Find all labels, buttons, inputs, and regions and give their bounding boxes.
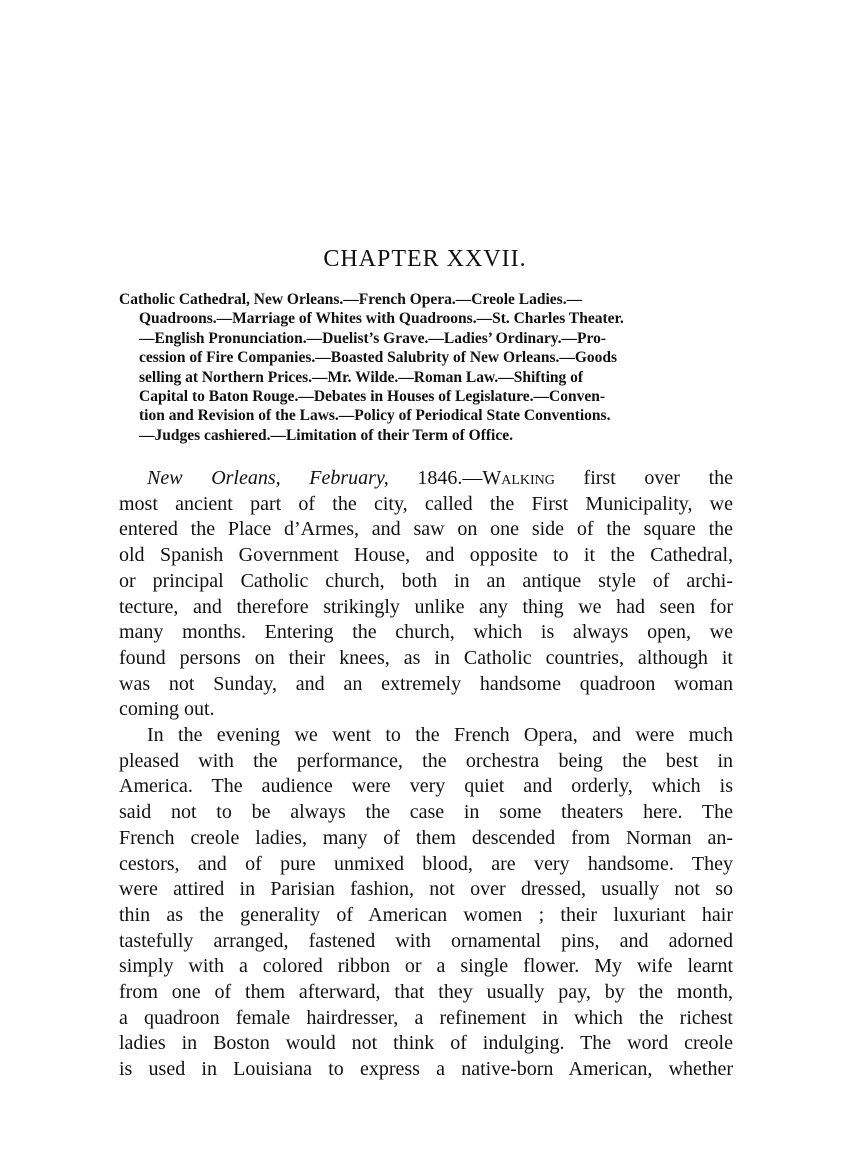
summary-line: selling at Northern Prices.—Mr. Wilde.—Roman Law.—Shifting of [139,368,584,386]
dateline-year: 1846.— [417,467,483,489]
text-line: pleased with the performance, the orchestra being the best in [119,749,733,772]
summary-line: Capital to Baton Rouge.—Debates in Houses of Legislature.—Conven- [139,388,606,406]
chapter-summary [119,290,731,445]
text-line: cestors, and of pure unmixed blood, are very handsome. They [119,852,733,875]
first-line-rest: first over the [583,467,734,489]
text-line: America. The audience were very quiet and orderly, which is [119,775,733,798]
text-line: entered the Place d’Armes, and saw on one side of the square the [119,518,733,541]
dateline-month: February, [309,467,389,489]
text-line: ladies in Boston would not think of indulging. The word creole [119,1032,733,1055]
text-line: tastefully arranged, fastened with ornamental pins, and adorned [119,929,733,952]
text-line: were attired in Parisian fashion, not over dressed, usually not so [119,878,733,901]
text-line: a quadroon female hairdresser, a refinement in which the richest [119,1006,733,1029]
summary-line: Quadroons.—Marriage of Whites with Quadroons.—St. Charles Theater. [139,310,624,328]
text-line: old Spanish Government House, and opposite to it the Cathedral, [119,544,733,567]
text-line: from one of them afterward, that they usually pay, by the month, [119,981,733,1004]
summary-line: —English Pronunciation.—Duelist’s Grave.—Ladies’ Ordinary.—Pro- [139,329,607,347]
body-text [119,466,733,1083]
text-line: was not Sunday, and an extremely handsome quadroon woman [119,672,733,695]
text-line: found persons on their knees, as in Catholic countries, although it [119,646,733,669]
text-line: French creole ladies, many of them descended from Norman an- [119,826,733,849]
text-line: said not to be always the case in some theaters here. The [119,801,733,824]
text-line: tecture, and therefore strikingly unlike any thing we had seen for [119,595,733,618]
text-line: many months. Entering the church, which is always open, we [119,621,733,644]
text-line: coming out. [119,698,215,721]
paragraph-first-line: In the evening we went to the French Opera, and were much [147,724,733,747]
summary-line: cession of Fire Companies.—Boasted Salubrity of New Orleans.—Goods [139,349,618,367]
text-line: or principal Catholic church, both in an antique style of archi- [119,569,733,592]
summary-line: tion and Revision of the Laws.—Policy of Periodical State Conventions. [139,407,611,425]
text-line: simply with a colored ribbon or a single flower. My wife learnt [119,955,733,978]
text-line: most ancient part of the city, called the First Municipality, we [119,492,733,515]
text-line: thin as the generality of American women ; their luxuriant hair [119,903,733,926]
dateline-place: New Orleans, [147,467,281,489]
summary-line: —Judges cashiered.—Limitation of their Term of Office. [139,426,513,444]
paragraph-first-line [119,466,733,492]
text-line: is used in Louisiana to express a native-born American, whether [119,1058,733,1081]
chapter-title: CHAPTER XXVII. [323,246,527,272]
summary-line: Catholic Cathedral, New Orleans.—French Opera.—Creole Ladies.— [119,291,583,308]
first-word: Walking [482,467,555,489]
